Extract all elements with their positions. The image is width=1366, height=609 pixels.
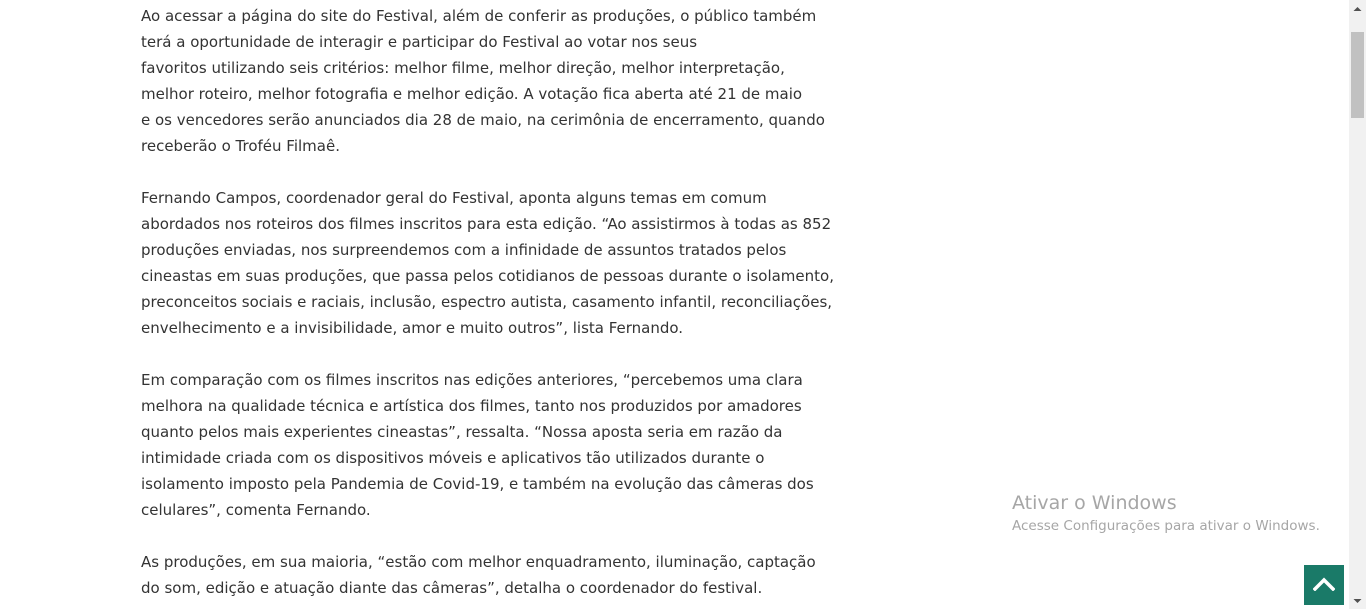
paragraph-line: receberão o Troféu Filmaê.	[141, 137, 340, 155]
article-paragraph	[141, 3, 841, 159]
scrollbar-thumb[interactable]	[1351, 32, 1364, 118]
paragraph-line: Ao acessar a página do site do Festival, além de conferir as produções, o público também	[141, 7, 817, 25]
article-paragraph	[141, 549, 841, 601]
watermark-title: Ativar o Windows	[1012, 492, 1177, 514]
paragraph-line: melhora na qualidade técnica e artística dos filmes, tanto nos produzidos por amadores	[141, 397, 802, 415]
paragraph-line: quanto pelos mais experientes cineastas”, ressalta. “Nossa aposta seria em razão da	[141, 423, 783, 441]
scroll-down-arrow-icon[interactable]	[1349, 592, 1366, 609]
watermark-subtitle: Acesse Configurações para ativar o Windows.	[1012, 518, 1320, 534]
paragraph-line: e os vencedores serão anunciados dia 28 de maio, na cerimônia de encerramento, quando	[141, 111, 825, 129]
paragraph-line: cineastas em suas produções, que passa pelos cotidianos de pessoas durante o isolamento,	[141, 267, 834, 285]
paragraph-line: As produções, em sua maioria, “estão com melhor enquadramento, iluminação, captação	[141, 553, 816, 571]
back-to-top-button[interactable]	[1304, 565, 1344, 605]
chevron-up-icon	[1313, 576, 1335, 595]
paragraph-line: terá a oportunidade de interagir e participar do Festival ao votar nos seus	[141, 33, 698, 51]
paragraph-line: Em comparação com os filmes inscritos nas edições anteriores, “percebemos uma clara	[141, 371, 803, 389]
paragraph-line: preconceitos sociais e raciais, inclusão, espectro autista, casamento infantil, reconciliações,	[141, 293, 833, 311]
paragraph-line: abordados nos roteiros dos filmes inscritos para esta edição. “Ao assistirmos à todas as 852	[141, 215, 832, 233]
paragraph-line: envelhecimento e a invisibilidade, amor e muito outros”, lista Fernando.	[141, 319, 684, 337]
paragraph-line: isolamento imposto pela Pandemia de Covid-19, e também na evolução das câmeras dos	[141, 475, 814, 493]
scroll-up-arrow-icon[interactable]	[1349, 0, 1366, 17]
article-paragraph	[141, 367, 841, 523]
paragraph-line: melhor roteiro, melhor fotografia e melhor edição. A votação fica aberta até 21 de maio	[141, 85, 803, 103]
article-body	[141, 3, 841, 609]
paragraph-line: do som, edição e atuação diante das câmeras”, detalha o coordenador do festival.	[141, 579, 763, 597]
paragraph-line: produções enviadas, nos surpreendemos com a infinidade de assuntos tratados pelos	[141, 241, 787, 259]
paragraph-line: favoritos utilizando seis critérios: melhor filme, melhor direção, melhor interpretação,	[141, 59, 785, 77]
vertical-scrollbar[interactable]	[1349, 0, 1366, 609]
paragraph-line: intimidade criada com os dispositivos móveis e aplicativos tão utilizados durante o	[141, 449, 765, 467]
article-paragraph	[141, 185, 841, 341]
paragraph-line: celulares”, comenta Fernando.	[141, 501, 371, 519]
windows-activation-watermark	[1012, 490, 1320, 536]
paragraph-line: Fernando Campos, coordenador geral do Festival, aponta alguns temas em comum	[141, 189, 767, 207]
